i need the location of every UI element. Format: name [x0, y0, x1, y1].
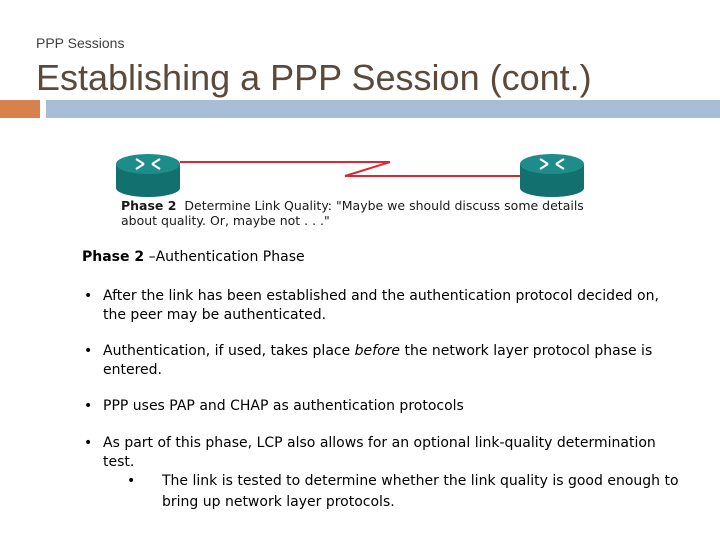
sub-bullet-symbol: • [127, 473, 136, 489]
bullet-item-2 [82, 342, 682, 379]
heading-rest: –Authentication Phase [144, 249, 305, 265]
slide-title: Establishing a PPP Session (cont.) [36, 57, 592, 98]
serial-link-line [180, 162, 520, 176]
bullet-item-4 [82, 434, 682, 471]
bullet-text-post: the network layer protocol phase is entered. [103, 343, 653, 378]
bullet-symbol: • [84, 398, 93, 414]
bullet-symbol: • [84, 343, 93, 359]
accent-bar-blue [46, 100, 720, 118]
diagram-caption [121, 198, 591, 228]
router-icon-right [520, 154, 584, 197]
sub-bullet-text: The link is tested to determine whether the link quality is good enough to bring up network layer protocols. [162, 473, 679, 510]
sub-bullet-item [127, 471, 687, 513]
bullet-text-emphasis: before [354, 343, 401, 359]
content-heading [82, 249, 305, 265]
bullet-item-3 [82, 397, 682, 416]
bullet-symbol: • [84, 288, 93, 304]
bullet-text: As part of this phase, LCP also allows for an optional link-quality determination test. [103, 435, 656, 470]
bullet-symbol: • [84, 435, 93, 451]
bullet-text: PPP uses PAP and CHAP as authentication protocols [103, 398, 464, 414]
bullet-item-1 [82, 287, 682, 324]
accent-bar-orange [0, 100, 40, 118]
router-icon-left [116, 154, 180, 197]
bullet-text [103, 342, 682, 379]
section-label: PPP Sessions [36, 35, 125, 51]
heading-phase: Phase 2 [82, 249, 145, 265]
caption-phase: Phase 2 [121, 198, 177, 213]
bullet-text-pre: Authentication, if used, takes place [103, 343, 355, 359]
bullet-text: After the link has been established and the authentication protocol decided on, the peer may be authenticated. [103, 288, 659, 323]
caption-text: Determine Link Quality: "Maybe we should discuss some details about quality. Or, maybe not . . ." [121, 198, 584, 228]
